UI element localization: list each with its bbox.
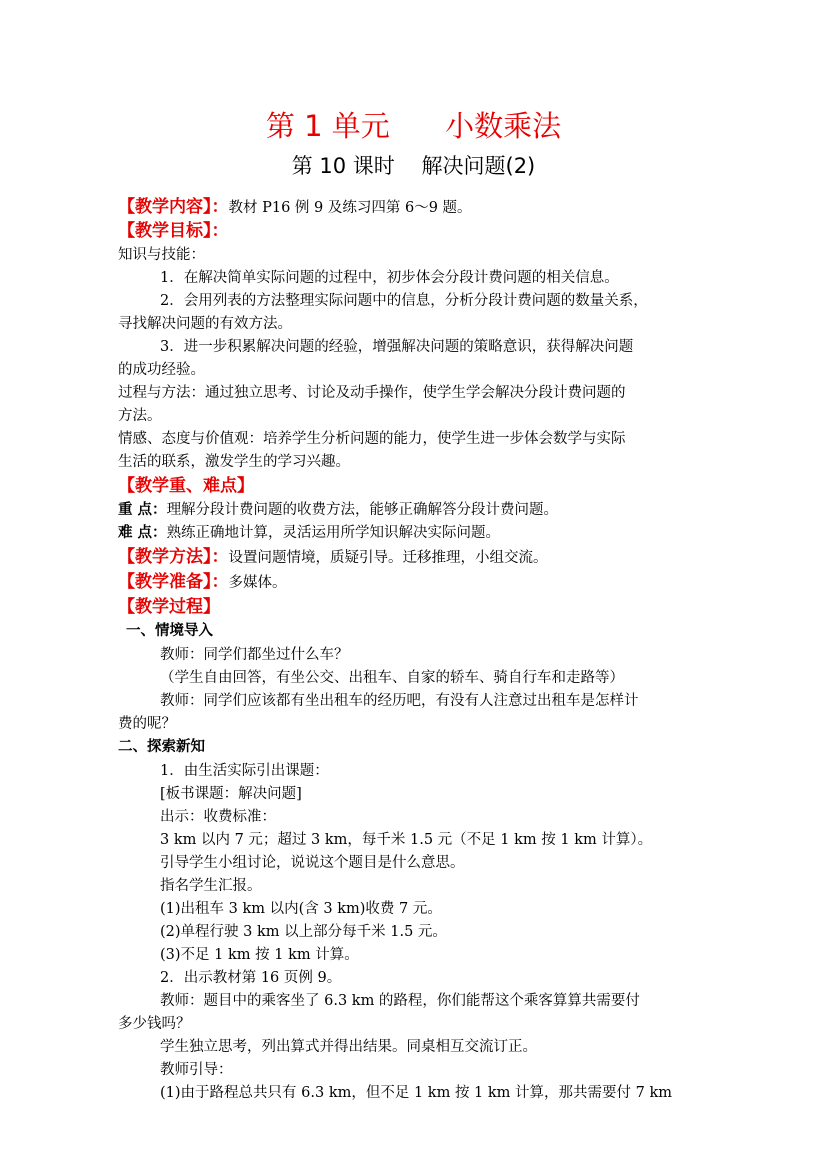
goal-k1: 1．在解决简单实际问题的过程中，初步体会分段计费问题的相关信息。 <box>160 270 619 286</box>
goal-emotion-a: 情感、态度与价值观：培养学生分析问题的能力，使学生进一步体会数学与实际 <box>118 431 626 447</box>
unit-title: 第 1 单元 小数乘法 <box>265 109 562 143</box>
s2-line-6: 指名学生汇报。 <box>160 878 262 894</box>
focus-line <box>118 500 558 520</box>
s2-line-4: 3 km 以内 7 元；超过 3 km，每千米 1.5 元（不足 1 km 按 1 km 计算）。 <box>160 832 653 848</box>
teaching-process-heading <box>118 597 220 618</box>
goal-k3-b: 的成功经验。 <box>118 362 205 378</box>
teaching-content-label: 【教学内容】： <box>118 197 229 217</box>
s2-line-11a: 教师：题目中的乘客坐了 6.3 km 的路程，你们能帮这个乘客算算共需要付 <box>160 993 640 1009</box>
s1-line-1: 教师：同学们都坐过什么车？ <box>160 647 349 663</box>
s2-line-5: 引导学生小组讨论，说说这个题目是什么意思。 <box>160 855 465 871</box>
difficulty-line <box>118 523 500 543</box>
s2-line-14: (1)由于路程总共只有 6.3 km，但不足 1 km 按 1 km 计算，那共需要付 7 km <box>160 1085 673 1101</box>
teaching-process-label: 【教学过程】 <box>118 597 220 617</box>
goal-process-a: 过程与方法：通过独立思考、讨论及动手操作，使学生学会解决分段计费问题的 <box>118 385 626 401</box>
s2-line-13: 教师引导： <box>160 1062 233 1078</box>
goal-k2-a: 2．会用列表的方法整理实际问题中的信息，分析分段计费问题的数量关系， <box>160 293 648 309</box>
teaching-method-label: 【教学方法】： <box>118 547 229 567</box>
focus-label: 重 点： <box>118 502 167 518</box>
teaching-goals-label: 【教学目标】： <box>118 221 229 241</box>
s2-line-9: (3)不足 1 km 按 1 km 计算。 <box>160 947 359 963</box>
difficulty-label: 难 点： <box>118 525 167 541</box>
s2-line-11b: 多少钱吗？ <box>118 1016 191 1032</box>
teaching-content-text: 教材 P16 例 9 及练习四第 6～9 题。 <box>228 200 472 216</box>
s2-line-8: (2)单程行驶 3 km 以上部分每千米 1.5 元。 <box>160 924 447 940</box>
s1-line-2: （学生自由回答，有坐公交、出租车、自家的轿车、骑自行车和走路等） <box>160 670 624 686</box>
goal-emotion-b: 生活的联系，激发学生的学习兴趣。 <box>118 454 350 470</box>
teaching-goals-heading <box>118 221 229 242</box>
s2-line-3: 出示：收费标准： <box>160 809 276 825</box>
teaching-prep-text: 多媒体。 <box>228 575 287 591</box>
difficulty-text: 熟练正确地计算，灵活运用所学知识解决实际问题。 <box>166 525 501 541</box>
teaching-method-text: 设置问题情境，质疑引导。迁移推理，小组交流。 <box>228 550 548 566</box>
teaching-method <box>118 547 548 568</box>
s2-line-2: [板书课题：解决问题] <box>160 786 302 802</box>
teaching-prep <box>118 572 287 593</box>
s1-line-3b: 费的呢？ <box>118 716 176 732</box>
s2-line-12: 学生独立思考，列出算式并得出结果。同桌相互交流订正。 <box>160 1039 537 1055</box>
key-points-label: 【教学重、难点】 <box>118 476 254 496</box>
teaching-content <box>118 197 472 218</box>
goal-process-b: 方法。 <box>118 408 162 424</box>
section-1-title: 一、情境导入 <box>126 623 213 639</box>
s2-line-1: 1．由生活实际引出课题： <box>160 763 329 779</box>
s2-line-10: 2．出示教材第 16 页例 9。 <box>160 970 342 986</box>
s2-line-7: (1)出租车 3 km 以内(含 3 km)收费 7 元。 <box>160 901 442 917</box>
s1-line-3a: 教师：同学们应该都有坐出租车的经历吧，有没有人注意过出租车是怎样计 <box>160 693 639 709</box>
key-points-heading <box>118 476 254 497</box>
lesson-title: 第 10 课时 解决问题(2) <box>291 154 536 178</box>
section-2-title: 二、探索新知 <box>118 739 205 755</box>
goal-k2-b: 寻找解决问题的有效方法。 <box>118 316 292 332</box>
focus-text: 理解分段计费问题的收费方法，能够正确解答分段计费问题。 <box>166 502 559 518</box>
teaching-prep-label: 【教学准备】： <box>118 572 229 592</box>
goal-k3-a: 3．进一步积累解决问题的经验，增强解决问题的策略意识，获得解决问题 <box>160 339 634 355</box>
knowledge-label: 知识与技能： <box>118 247 205 263</box>
